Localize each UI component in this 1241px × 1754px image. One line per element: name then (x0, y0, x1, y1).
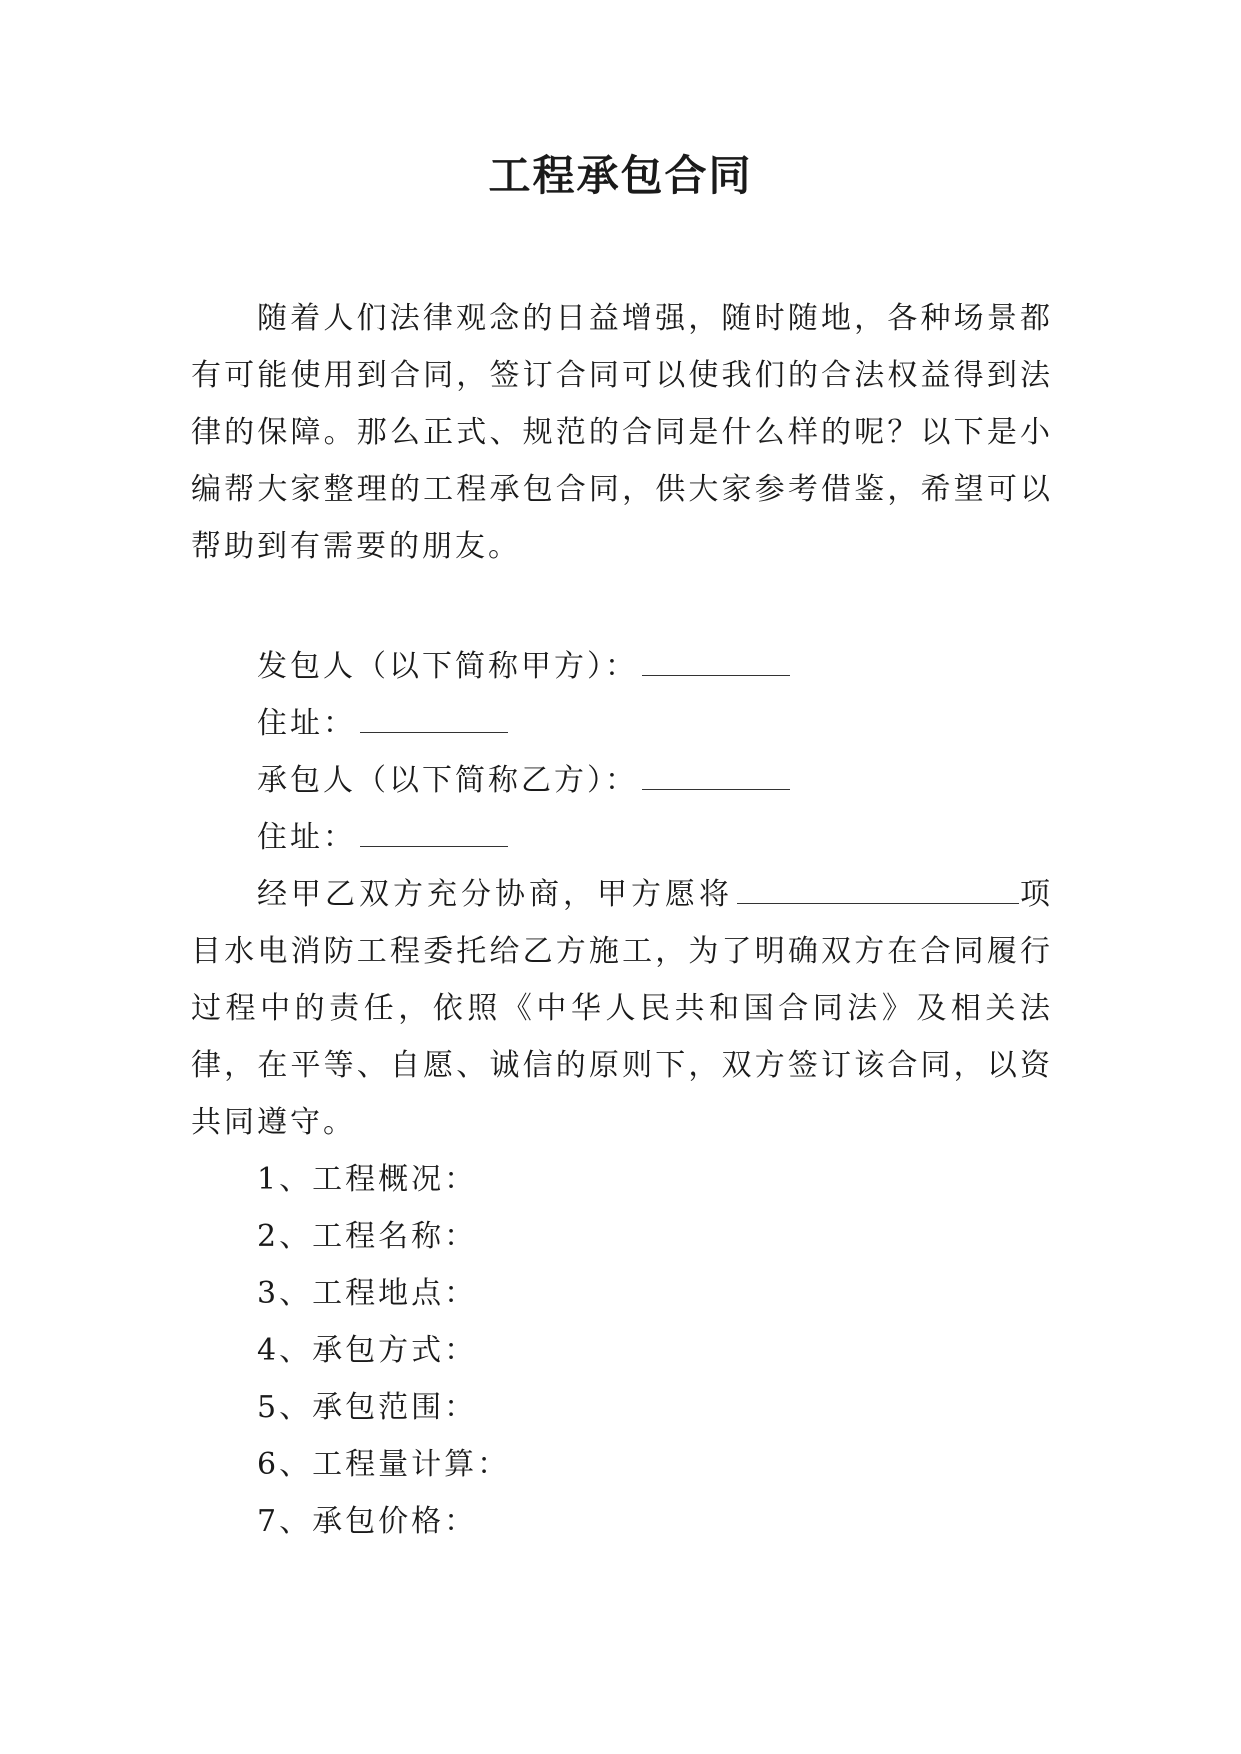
party-a-address-blank (360, 704, 508, 733)
party-b-label: 承包人（以下简称乙方）： (257, 763, 638, 798)
party-a-address-line (191, 695, 1053, 752)
intro-section (191, 290, 1053, 575)
party-b-address-line (191, 809, 1053, 866)
party-a-line (191, 638, 1053, 695)
party-b-address-label: 住址： (257, 820, 356, 855)
project-name-blank (737, 875, 1019, 904)
contract-body (191, 638, 1053, 1550)
party-a-blank (642, 647, 790, 676)
list-item: 4、承包方式： (257, 1333, 478, 1368)
intro-paragraph: 随着人们法律观念的日益增强，随时随地，各种场景都有可能使用到合同，签订合同可以使我们的合法权益得到法律的保障。那么正式、规范的合同是什么样的呢？以下是小编帮大家整理的工程承包合同，供大家参考借鉴，希望可以帮助到有需要的朋友。 (191, 301, 1053, 564)
document-title: 工程承包合同 (488, 151, 753, 200)
list-item: 6、工程量计算： (257, 1447, 511, 1482)
list-item: 5、承包范围： (257, 1390, 478, 1425)
party-b-line (191, 752, 1053, 809)
list-item: 1、工程概况： (257, 1162, 478, 1197)
list-item: 2、工程名称： (257, 1219, 478, 1254)
agreement-paragraph (191, 866, 1053, 1151)
party-b-blank (642, 761, 790, 790)
agreement-suffix: 项目水电消防工程委托给乙方施工，为了明确双方在合同履行过程中的责任，依照《中华人民共和国合同法》及相关法律，在平等、自愿、诚信的原则下，双方签订该合同，以资共同遵守。 (191, 877, 1053, 1140)
agreement-prefix: 经甲乙双方充分协商，甲方愿将 (257, 877, 733, 912)
party-a-label: 发包人（以下简称甲方）： (257, 649, 638, 684)
party-a-address-label: 住址： (257, 706, 356, 741)
party-b-address-blank (360, 818, 508, 847)
list-item: 3、工程地点： (257, 1276, 478, 1311)
list-item: 7、承包价格： (257, 1504, 478, 1539)
